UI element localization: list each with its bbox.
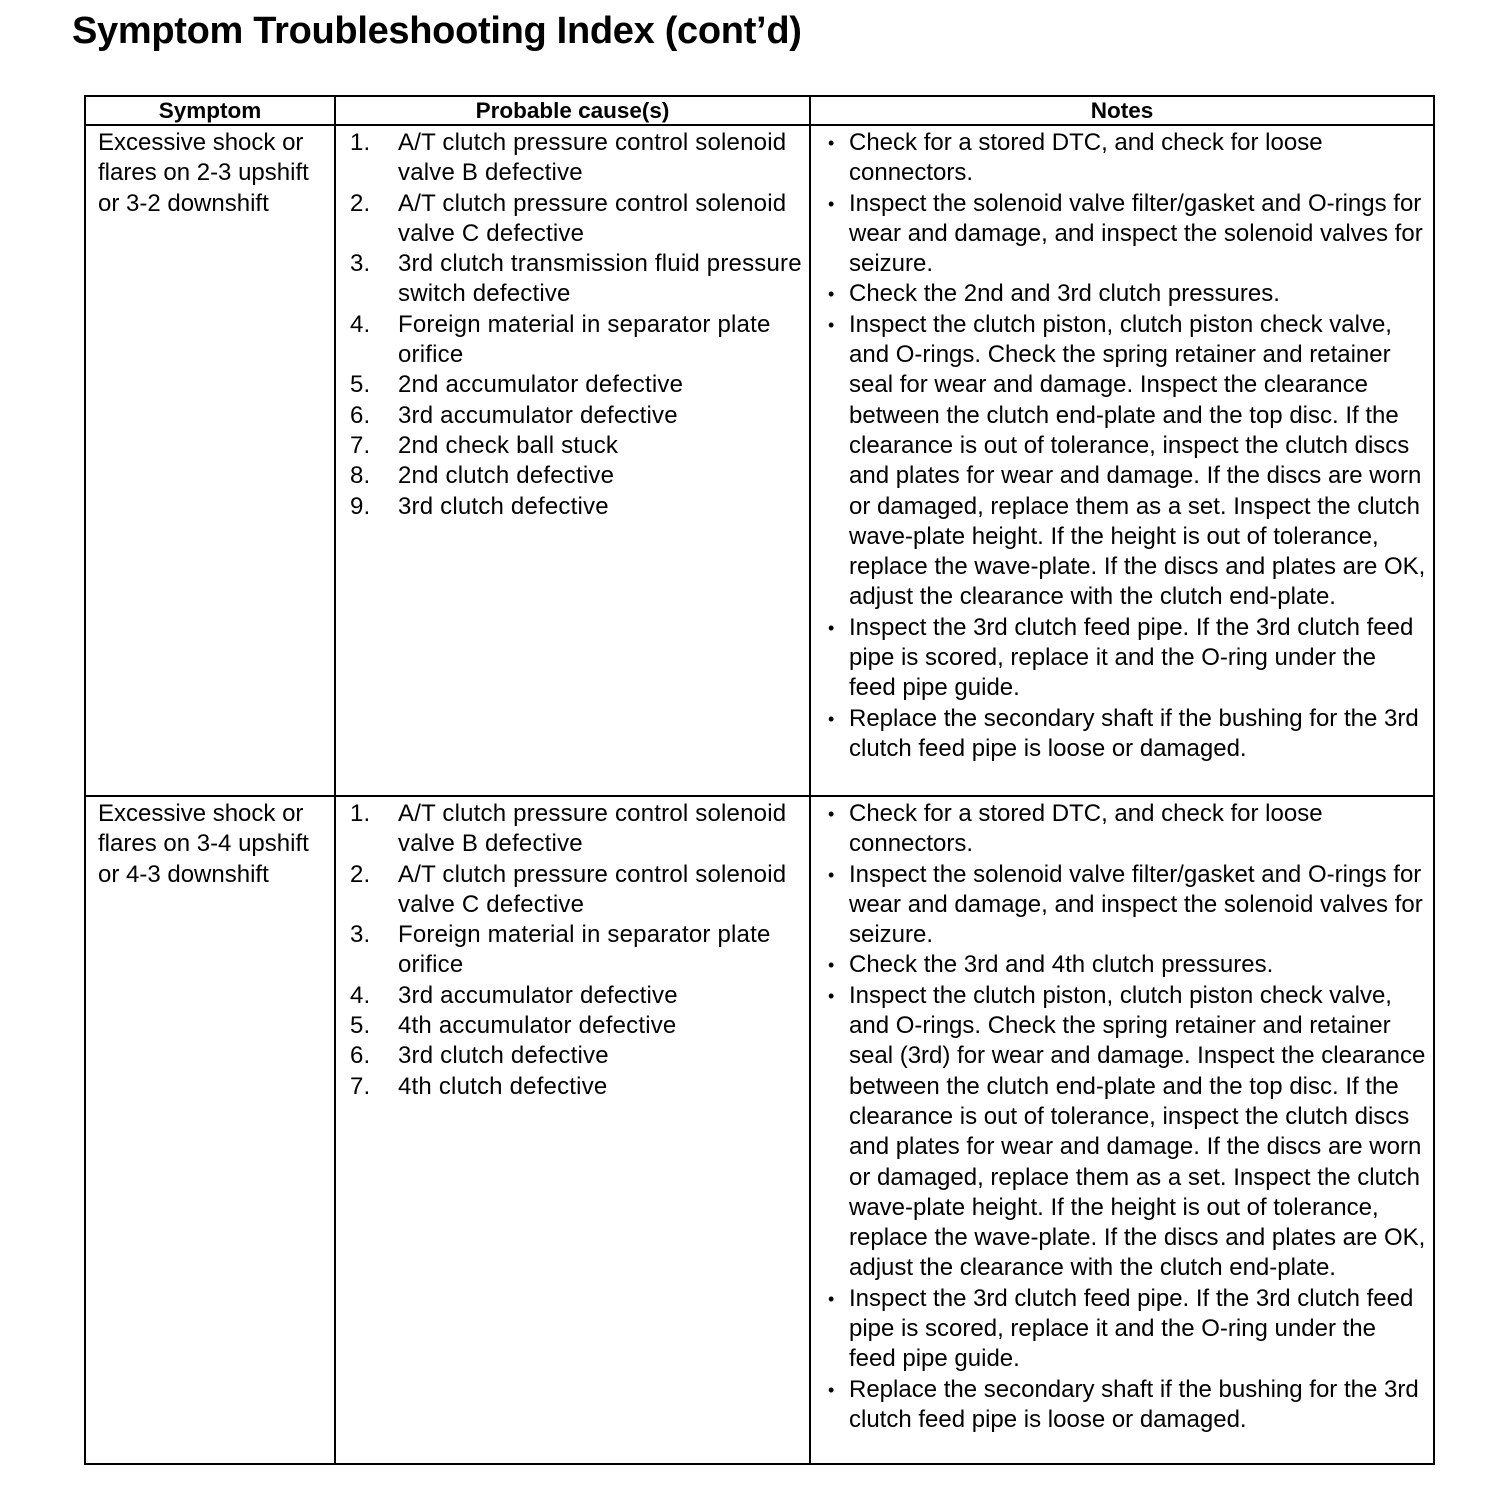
- note-item: • Inspect the clutch piston, clutch piston check valve, and O-rings. Check the spring retainer and retainer seal (3rd) for wear and damage. Inspect the clearance between the clutch end-plate and the top disc. If the clearance is out of tolerance, inspect the clutch discs and plates for wear and damage. If the discs are worn or damaged, replace them as a set. Inspect the clutch wave-plate height. If the height is out of tolerance, replace the wave-plate. If the discs and plates are OK, adjust the clearance with the clutch end-plate.: [828, 981, 1426, 1282]
- bullet-icon: •: [828, 1379, 835, 1400]
- cause-item: 7. 4th clutch defective: [350, 1072, 608, 1100]
- causes-cell: [335, 796, 810, 1464]
- note-item: • Check the 3rd and 4th clutch pressures.: [811, 950, 1429, 980]
- bullet-icon: •: [828, 955, 835, 976]
- bullet-icon: •: [828, 314, 835, 335]
- cause-item: 8. 2nd clutch defective: [350, 462, 615, 490]
- notes-header: Notes: [810, 96, 1434, 125]
- cause-list: [336, 799, 805, 1102]
- symptom-header: Symptom: [85, 96, 335, 125]
- cause-item: 6. 3rd accumulator defective: [350, 401, 678, 429]
- bullet-icon: •: [828, 985, 835, 1006]
- note-item: • Check for a stored DTC, and check for loose connectors.: [828, 129, 1323, 187]
- note-list: [811, 799, 1429, 1435]
- cause-item: 5. 4th accumulator defective: [350, 1012, 677, 1040]
- note-list: [811, 128, 1429, 764]
- cause-item: 5. 2nd accumulator defective: [350, 371, 684, 399]
- bullet-icon: •: [828, 193, 835, 214]
- symptom-cell: Excessive shock or flares on 2-3 upshift or 3-2 downshift: [85, 125, 335, 796]
- note-item: • Replace the secondary shaft if the bushing for the 3rd clutch feed pipe is loose or damaged.: [828, 1375, 1419, 1433]
- note-item: • Inspect the 3rd clutch feed pipe. If the 3rd clutch feed pipe is scored, replace it and the O-ring under the feed pipe guide.: [828, 613, 1414, 702]
- cause-item: 1. A/T clutch pressure control solenoid valve B defective: [350, 800, 787, 858]
- bullet-icon: •: [828, 864, 835, 885]
- cause-item: 4. Foreign material in separator plate orifice: [350, 310, 771, 369]
- page-title: Symptom Troubleshooting Index (cont’d): [72, 10, 802, 52]
- troubleshooting-table: [84, 95, 1435, 1465]
- cause-item: 7. 2nd check ball stuck: [350, 431, 619, 459]
- bullet-icon: •: [828, 617, 835, 638]
- cause-list: [336, 128, 805, 522]
- causes-cell: [335, 125, 810, 796]
- table-row: [85, 125, 1434, 796]
- cause-item: 1. A/T clutch pressure control solenoid valve B defective: [350, 129, 787, 187]
- note-item: • Check the 2nd and 3rd clutch pressures.: [811, 279, 1429, 309]
- bullet-icon: •: [828, 133, 835, 153]
- cause-item: 2. A/T clutch pressure control solenoid valve C defective: [350, 860, 787, 918]
- note-item: • Inspect the clutch piston, clutch piston check valve, and O-rings. Check the spring retainer and retainer seal for wear and damage. Inspect the clearance between the clutch end-plate and the top disc. If the clearance is out of tolerance, inspect the clutch discs and plates for wear and damage. If the discs are worn or damaged, replace them as a set. Inspect the clutch wave-plate height. If the height is out of tolerance, replace the wave-plate. If the discs and plates are OK, adjust the clearance with the clutch end-plate.: [828, 310, 1426, 611]
- note-item: • Inspect the 3rd clutch feed pipe. If the 3rd clutch feed pipe is scored, replace it and the O-ring under the feed pipe guide.: [828, 1284, 1414, 1373]
- bullet-icon: •: [828, 708, 835, 729]
- cause-item: 4. 3rd accumulator defective: [350, 981, 678, 1009]
- cause-item: 9. 3rd clutch defective: [350, 492, 609, 520]
- header-row: [85, 96, 1434, 125]
- bullet-icon: •: [828, 804, 835, 824]
- cause-item: 2. A/T clutch pressure control solenoid valve C defective: [350, 189, 787, 247]
- note-item: • Inspect the solenoid valve filter/gasket and O-rings for wear and damage, and inspect the solenoid valves for seizure.: [828, 189, 1423, 278]
- note-item: • Inspect the solenoid valve filter/gasket and O-rings for wear and damage, and inspect the solenoid valves for seizure.: [828, 860, 1423, 949]
- notes-cell: [810, 125, 1434, 796]
- table-row: [85, 796, 1434, 1464]
- note-item: • Check for a stored DTC, and check for loose connectors.: [828, 800, 1323, 858]
- bullet-icon: •: [828, 284, 835, 305]
- cause-item: 3. 3rd clutch transmission fluid pressure switch defective: [350, 250, 802, 308]
- cause-item: 3. Foreign material in separator plate orifice: [350, 921, 771, 979]
- note-item: • Replace the secondary shaft if the bushing for the 3rd clutch feed pipe is loose or damaged.: [828, 704, 1419, 762]
- cause-item: 6. 3rd clutch defective: [350, 1042, 609, 1070]
- notes-cell: [810, 796, 1434, 1464]
- symptom-cell: Excessive shock or flares on 3-4 upshift or 4-3 downshift: [85, 796, 335, 1464]
- bullet-icon: •: [828, 1288, 835, 1309]
- probable-cause-header: Probable cause(s): [335, 96, 810, 125]
